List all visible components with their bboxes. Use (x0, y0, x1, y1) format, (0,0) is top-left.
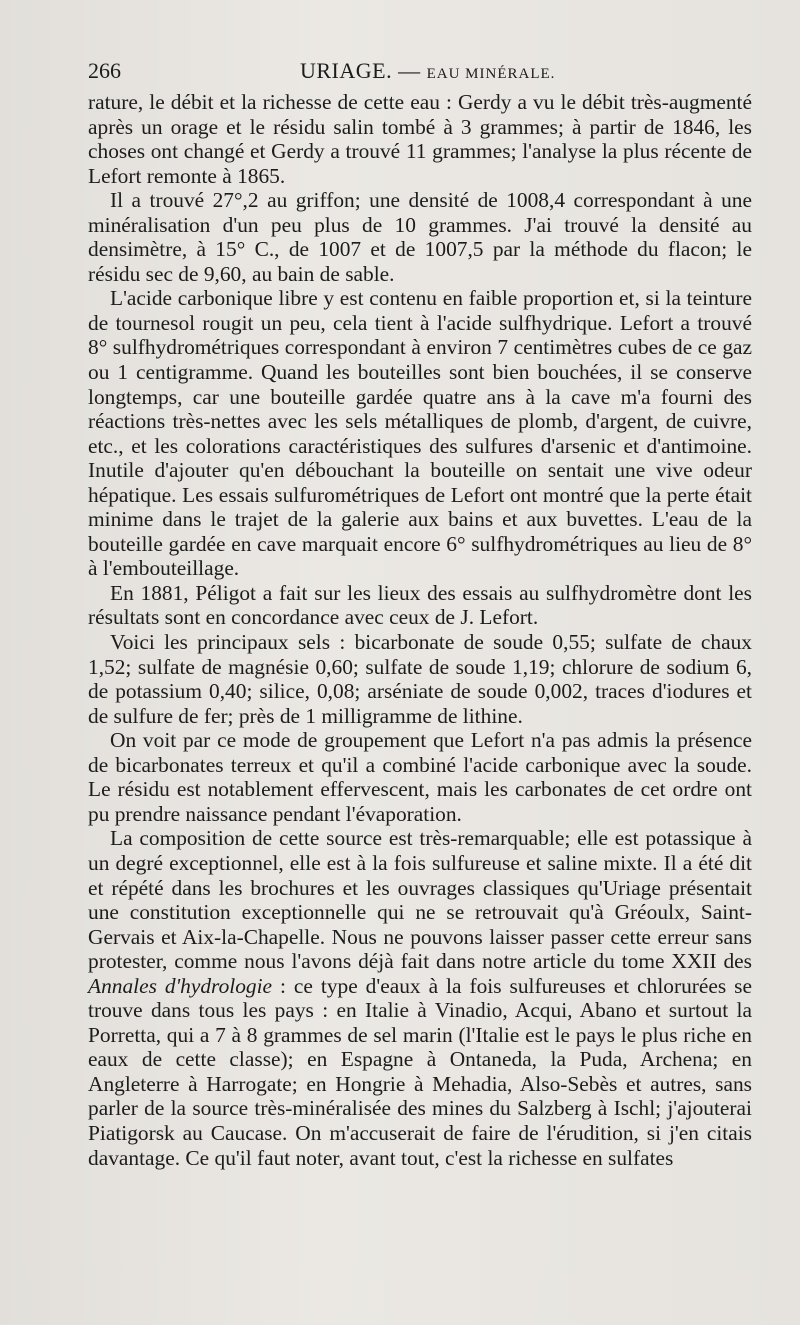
body-text (88, 90, 752, 1170)
running-title-main: URIAGE. (300, 58, 393, 83)
running-title-dash: — (392, 58, 427, 83)
running-title-subtitle: EAU MINÉRALE. (426, 66, 556, 82)
paragraph-salts: Voici les principaux sels : bicarbonate de soude 0,55; sulfate de chaux 1,52; sulfate de magnésie 0,60; sulfate de soude 1,19; chlorure de sodium 6, de potassium 0,40; silice, 0,08; arséniate de soude 0,002, traces d'iodures et de sulfure de fer; près de 1 milligramme de lithine. (88, 630, 752, 728)
paragraph-composition (88, 826, 752, 1170)
page-number: 266 (88, 58, 121, 83)
running-title (300, 56, 555, 89)
journal-title: Annales d'hydrologie (88, 973, 273, 998)
paragraph-peligot: En 1881, Péligot a fait sur les lieux des essais au sulfhydromètre dont les résultats sont en concordance avec ceux de J. Lefort. (88, 580, 752, 630)
page-header (88, 56, 748, 86)
composition-text-before: La composition de cette source est très-remarquable; elle est potassique à un degré exceptionnel, elle est à la fois sulfureuse et saline mixte. Il a été dit et répété dans les brochures et les ouvrages classiques qu'Uriage présentait une constitution exceptionnelle qui ne se retrouvait qu'à Gréoulx, Saint-Gervais et Aix-la-Chapelle. Nous ne pouvons laisser passer cette erreur sans protester, comme nous l'avons déjà fait dans notre article du tome XXII des (88, 826, 752, 974)
paragraph-continuation: rature, le débit et la richesse de cette eau : Gerdy a vu le débit très-augmenté après un orage et le résidu salin tombé à 3 grammes; à partir de 1846, les choses ont changé et Gerdy a trouvé 11 grammes; l'analyse la plus récente de Lefort remonte à 1865. (88, 90, 752, 188)
paragraph-grouping: On voit par ce mode de groupement que Lefort n'a pas admis la présence de bicarbonates terreux et qu'il a combiné l'acide carbonique avec la soude. Le résidu est notablement effervescent, mais les carbonates de cet ordre ont pu prendre naissance pendant l'évaporation. (88, 728, 752, 826)
composition-text-after: : ce type d'eaux à la fois sulfureuses et chlorurées se trouve dans tous les pays : en Italie à Vinadio, Acqui, Abano et surtout la Porretta, qui a 7 à 8 grammes de sel marin (l'Italie est le pays le plus riche en eaux de cette classe); en Espagne à Ontaneda, la Puda, Archena; en Angleterre à Harrogate; en Hongrie à Mehadia, Also-Sebès et autres, sans parler de la source très-minéralisée des mines du Salzberg à Ischl; j'ajouterai Piatigorsk au Caucase. On m'accuserait de faire de l'érudition, si j'en citais davantage. Ce qu'il faut noter, avant tout, c'est la richesse en sulfates (88, 973, 752, 1170)
paragraph-density: Il a trouvé 27°,2 au griffon; une densité de 1008,4 correspondant à une minéralisation d'un peu plus de 10 grammes. J'ai trouvé la densité au densimètre, à 15° C., de 1007 et de 1007,5 par la méthode du flacon; le résidu sec de 9,60, au bain de sable. (88, 188, 752, 286)
paragraph-carbonic-acid: L'acide carbonique libre y est contenu en faible proportion et, si la teinture de tournesol rougit un peu, cela tient à l'acide sulfhydrique. Lefort a trouvé 8° sulfhydrométriques correspondant à environ 7 centimètres cubes de ce gaz ou 1 centigramme. Quand les bouteilles sont bien bouchées, il se conserve longtemps, car une bouteille gardée quatre ans à la cave m'a fourni des réactions très-nettes avec les sels métalliques de plomb, d'argent, de cuivre, etc., et les colorations caractéristiques des sulfures d'arsenic et d'antimoine. Inutile d'ajouter qu'en débouchant la bouteille on sentait une vive odeur hépatique. Les essais sulfurométriques de Lefort ont montré que la perte était minime dans le trajet de la galerie aux bains et aux buvettes. L'eau de la bouteille gardée en cave marquait encore 6° sulfhydrométriques au lieu de 8° à l'embouteillage. (88, 286, 752, 581)
